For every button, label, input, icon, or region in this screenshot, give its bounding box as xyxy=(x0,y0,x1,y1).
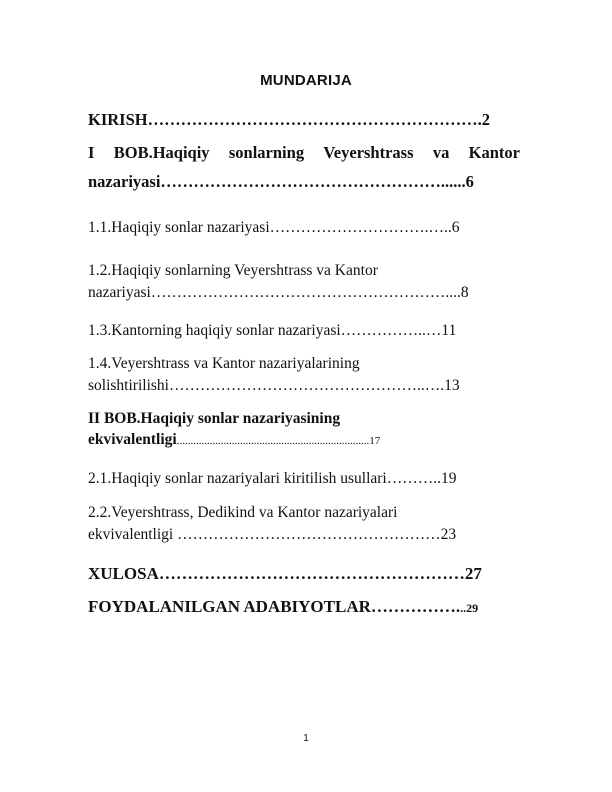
toc-entry-bob1-line2: nazariyasi……………………………………………......6 xyxy=(88,172,474,191)
toc-entry-xulosa-text: XULOSA………………………………………………27 xyxy=(88,564,482,583)
toc-entry-2-1-text: 2.1.Haqiqiy sonlar nazariyalari kiritilish usullari………..19 xyxy=(88,470,457,487)
toc-entry-2-1[interactable] xyxy=(88,470,520,488)
toc-entry-foydalanilgan[interactable] xyxy=(88,597,520,617)
toc-entry-foydalanilgan-line xyxy=(88,597,520,617)
toc-bob1-word: Veyershtrass xyxy=(323,143,414,162)
toc-bob2-leader: ......................................................................17 xyxy=(176,435,381,447)
toc-entry-1-4-line2: solishtirilishi…………………………………………..….13 xyxy=(88,377,460,394)
toc-bob1-word: BOB.Haqiqiy xyxy=(113,143,210,162)
toc-bob1-word: va xyxy=(432,143,450,162)
toc-title: MUNDARIJA xyxy=(260,72,352,89)
toc-entry-2-2-line1: 2.2.Veyershtrass, Dedikind va Kantor nazariyalari xyxy=(88,504,398,521)
toc-entry-kirish-text: KIRISH…………………………………………………….2 xyxy=(88,110,490,129)
toc-entry-bob1[interactable] xyxy=(88,143,520,192)
toc-bob1-word: Kantor xyxy=(468,143,520,162)
toc-entry-2-2-line2: ekvivalentligi ……………………………………………23 xyxy=(88,526,457,543)
toc-entry-1-1-text: 1.1.Haqiqiy sonlar nazariyasi………………………….…..6 xyxy=(88,219,460,236)
toc-entry-2-2[interactable] xyxy=(88,504,520,544)
toc-foydalanilgan-page: ..29 xyxy=(460,601,479,615)
toc-entry-bob2-line2 xyxy=(88,431,520,449)
toc-bob2-label: ekvivalentligi xyxy=(88,431,177,448)
toc-entry-1-4-line1: 1.4.Veyershtrass va Kantor nazariyalarining xyxy=(88,355,360,372)
toc-entry-1-4[interactable] xyxy=(88,355,520,395)
toc-entry-bob2-line1: II BOB.Haqiqiy sonlar nazariyasining xyxy=(88,410,341,427)
page-number: 1 xyxy=(303,733,309,744)
toc-entry-1-1[interactable] xyxy=(88,219,520,237)
toc-bob1-word: I xyxy=(88,143,95,162)
toc-bob1-word: sonlarning xyxy=(228,143,305,162)
toc-entry-kirish[interactable] xyxy=(88,110,520,130)
toc-entry-1-3[interactable] xyxy=(88,322,520,340)
toc-entry-bob2[interactable] xyxy=(88,410,520,449)
toc-entry-1-2-line1: 1.2.Haqiqiy sonlarning Veyershtrass va Kantor xyxy=(88,262,378,279)
toc-entry-1-3-text: 1.3.Kantorning haqiqiy sonlar nazariyasi……………..…11 xyxy=(88,322,457,339)
toc-entry-1-2-line2: nazariyasi…………………………………………………....8 xyxy=(88,284,469,301)
toc-entry-xulosa[interactable] xyxy=(88,564,520,584)
toc-foydalanilgan-text: FOYDALANILGAN ADABIYOTLAR……………. xyxy=(88,597,461,616)
toc-entry-1-2[interactable] xyxy=(88,262,520,302)
toc-entry-bob1-line1 xyxy=(88,143,520,163)
